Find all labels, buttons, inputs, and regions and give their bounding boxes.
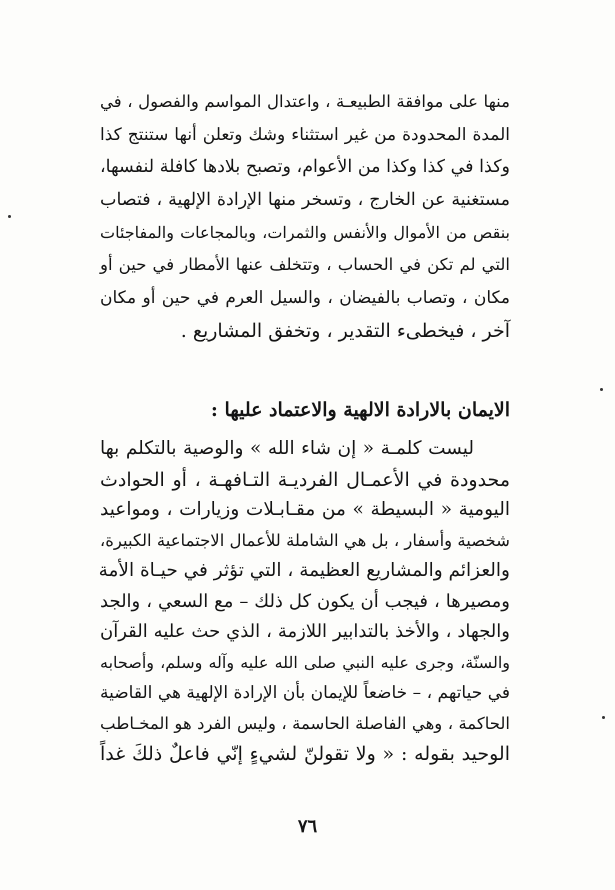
- paragraph-2: [100, 434, 510, 770]
- margin-dot: [600, 388, 603, 391]
- text-line: والسنّة، وجرى عليه النبي صلى الله عليه وآله وسلم، وأصحابه: [100, 652, 510, 672]
- text-line: الحاكمة ، وهي الفاصلة الحاسمة ، وليس الفرد هو المخـاطب: [100, 713, 510, 733]
- text-line: بنقص من الأموال والأنفس والثمرات، وبالمجاعات والمفاجئات: [100, 222, 510, 242]
- text-line: التي لم تكن في الحساب ، وتتخلف عنها الأمطار في حين أو: [100, 255, 510, 275]
- page-number: ٧٦: [297, 816, 318, 837]
- text-line: مستغنية عن الخارج ، وتسخر منها الإرادة الإلهية ، فتصاب: [100, 190, 510, 211]
- section-heading: الايمان بالارادة الالهية والاعتماد عليها :: [210, 399, 510, 421]
- paragraph-1: [100, 86, 510, 348]
- text-line: ومصيرها ، فيجب أن يكون كل ذلك – مع السعي ، والجد: [100, 590, 510, 612]
- text-line: الوحيد بقوله : « ولا تقولنّ لشيءٍ إنّي فاعلٌ ذلكَ غداً: [100, 743, 510, 765]
- text-line: منها على موافقة الطبيعـة ، واعتدال المواسم والفصول ، في: [100, 92, 510, 111]
- text-line: والعزائم والمشاريع العظيمة ، التي تؤثر في حيـاة الأمة: [98, 560, 510, 581]
- text-line: اليومية « البسيطة » من مقـابـلات وزيارات ، ومواعيد: [100, 499, 510, 520]
- text-line: شخصية وأسفار ، بل هي الشاملة للأعمال الاجتماعية الكبيرة،: [99, 530, 510, 550]
- text-line: آخر ، فيخطىء التقدير ، وتخفق المشاريع .: [180, 319, 510, 342]
- text-line: المدة المحدودة من غير استثناء وشك وتعلن أنها ستنتج كذا: [100, 124, 510, 145]
- text-line: والجهاد ، والأخذ بالتدابير اللازمة ، الذي حث عليه القرآن: [100, 621, 510, 642]
- text-line: مكان ، وتصاب بالفيضان ، والسيل العرم في حين أو مكان: [100, 288, 510, 309]
- margin-dot: [8, 215, 11, 218]
- margin-dot: [602, 716, 605, 719]
- text-line: ليست كلمـة « إن شاء الله » والوصية بالتكلم بها: [100, 438, 474, 459]
- text-line: وكذا في كذا وكذا من الأعوام، وتصبح بلادها كافلة لنفسها،: [100, 157, 510, 178]
- text-line: في حياتهم ، – خاضعاً للإيمان بأن الإرادة الإلهية هي القاضية: [100, 683, 510, 703]
- text-line: محدودة في الأعمـال الفرديـة التـافهـة ، أو الحوادث: [100, 468, 510, 491]
